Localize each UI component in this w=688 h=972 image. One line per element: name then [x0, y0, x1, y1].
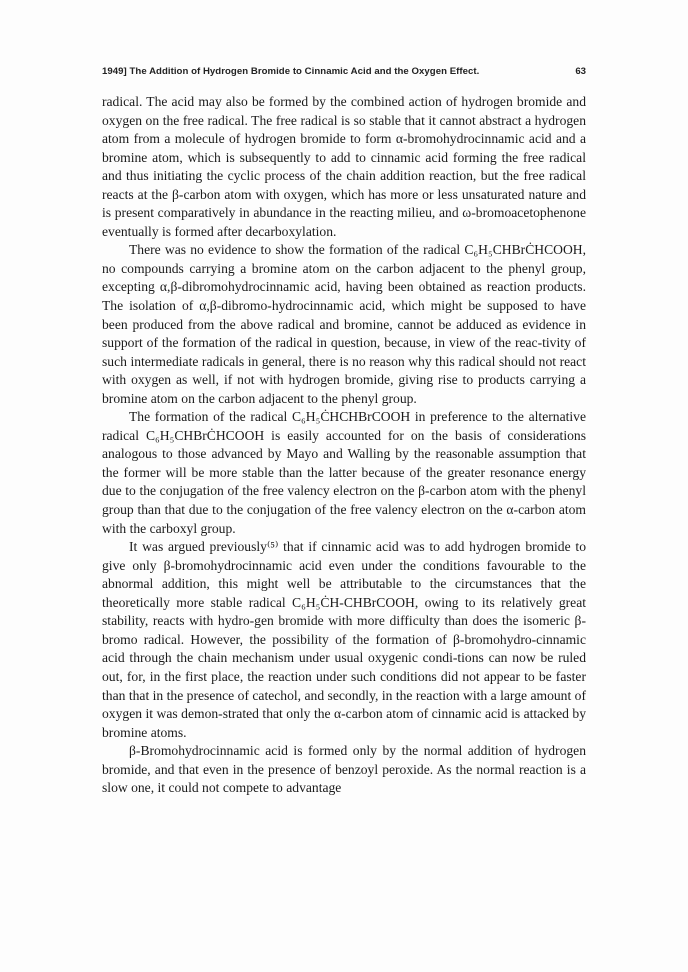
page-number: 63	[575, 66, 586, 77]
running-header	[102, 66, 586, 77]
running-title: 1949] The Addition of Hydrogen Bromide to Cinnamic Acid and the Oxygen Effect.	[102, 66, 480, 77]
paragraph-4: It was argued previously⁽⁵⁾ that if cinnamic acid was to add hydrogen bromide to give only β-bromohydrocinnamic acid even under the conditions favourable to the abnormal addition, this might well be attributable to the circumstances that the theoretically more stable radical C₆H₅ĊH-CHBrCOOH, owing to its relatively great stability, reacts with hydro-gen bromide with more difficulty than does the isomeric β-bromo radical. However, the possibility of the formation of β-bromohydro-cinnamic acid through the chain mechanism under usual oxygenic condi-tions can now be ruled out, for, in the first place, the reaction under such conditions did not appear to be faster than that in the presence of catechol, and secondly, in the reaction with a large amount of oxygen it was demon-strated that only the α-carbon atom of cinnamic acid is attacked by bromine atoms.	[102, 539, 586, 740]
paragraph-2: There was no evidence to show the formation of the radical C₆H₅CHBrĊHCOOH, no compounds carrying a bromine atom on the carbon adjacent to the phenyl group, excepting α,β-dibromohydrocinnamic acid, having been obtained as reaction products. The isolation of α,β-dibromo-hydrocinnamic acid, which might be supposed to have been produced from the above radical and bromine, cannot be adduced as evidence in support of the formation of the radical in question, because, in view of the reac-tivity of such intermediate radicals in general, there is no reason why this radical should not react with oxygen as well, if not with hydrogen bromide, giving rise to products carrying a bromine atom on the carbon adjacent to the phenyl group.	[102, 242, 586, 406]
paragraph-3: The formation of the radical C₆H₅ĊHCHBrCOOH in preference to the alternative radical C₆H₅CHBrĊHCOOH is easily accounted for on the basis of considerations analogous to those advanced by Mayo and Walling by the reasonable assumption that the former will be more stable than the latter because of the greater resonance energy due to the conjugation of the free valency electron on the β-carbon atom with the phenyl group than that due to the conjugation of the free valency electron on the α-carbon atom with the carboxyl group.	[102, 409, 586, 536]
paragraph-1: radical. The acid may also be formed by the combined action of hydrogen bromide and oxygen on the free radical. The free radical is so stable that it cannot abstract a hydrogen atom from a molecule of hydrogen bromide to form α-bromohydrocinnamic acid and a bromine atom, which is subsequently to add to cinnamic acid forming the free radical and thus initiating the cyclic process of the chain addition reaction, but the free radical reacts at the β-carbon atom with oxygen, which has more or less unsaturated nature and is present comparatively in abundance in the reacting milieu, and ω-bromoacetophenone eventually is formed after decarboxylation.	[102, 94, 586, 239]
body-text	[102, 93, 586, 798]
paragraph-5: β-Bromohydrocinnamic acid is formed only by the normal addition of hydrogen bromide, and that even in the presence of benzoyl peroxide. As the normal reaction is a slow one, it could not compete to advantage	[102, 743, 586, 796]
